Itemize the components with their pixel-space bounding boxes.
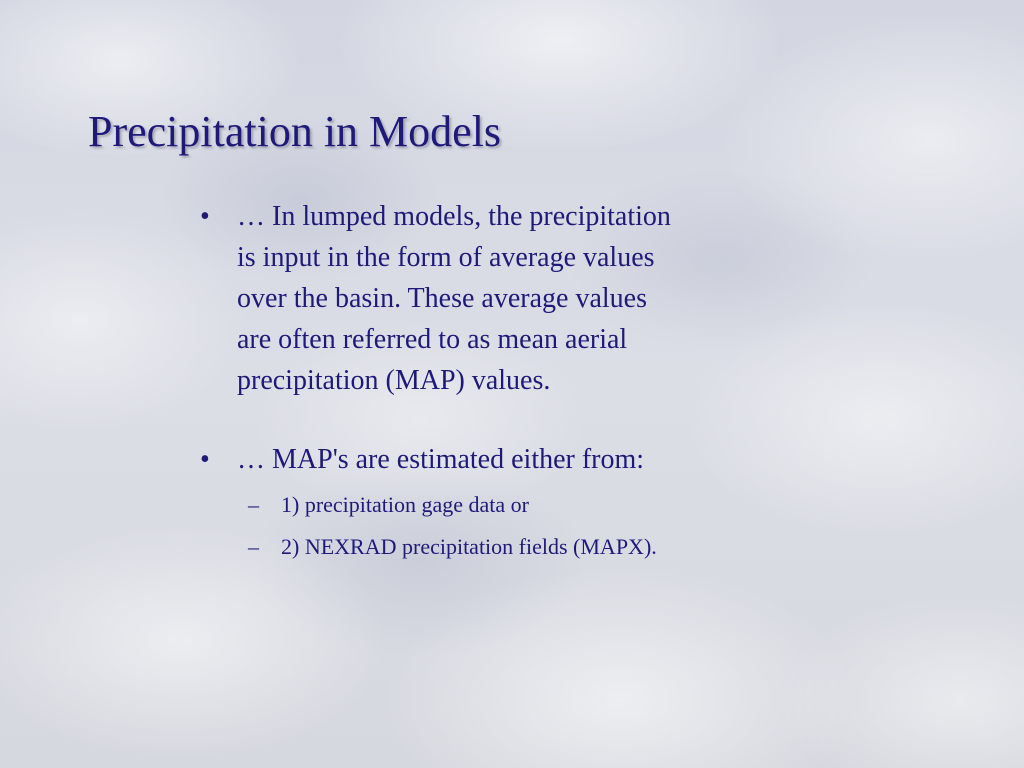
sub-bullet-text: 1) precipitation gage data or — [281, 492, 530, 517]
sub-bullet-marker: – — [248, 492, 259, 517]
slide-title: Precipitation in Models — [88, 107, 502, 156]
sub-bullet-item — [200, 526, 800, 568]
bullet-text: … MAP's are estimated either from: — [237, 444, 645, 475]
sub-bullet-item — [200, 484, 800, 526]
sub-bullet-list — [200, 484, 800, 568]
sub-bullet-marker: – — [248, 534, 259, 559]
bullet-marker: • — [200, 201, 210, 232]
bullet-text: … In lumped models, the precipitation is input in the form of average values over the basin. These average values are often referred to as mean aerial precipitation (MAP) values. — [237, 201, 671, 396]
bullet-item — [200, 439, 800, 480]
slide-content — [200, 196, 800, 568]
sub-bullet-text: 2) NEXRAD precipitation fields (MAPX). — [281, 534, 657, 559]
bullet-marker: • — [200, 444, 210, 475]
bullet-item — [200, 196, 800, 401]
